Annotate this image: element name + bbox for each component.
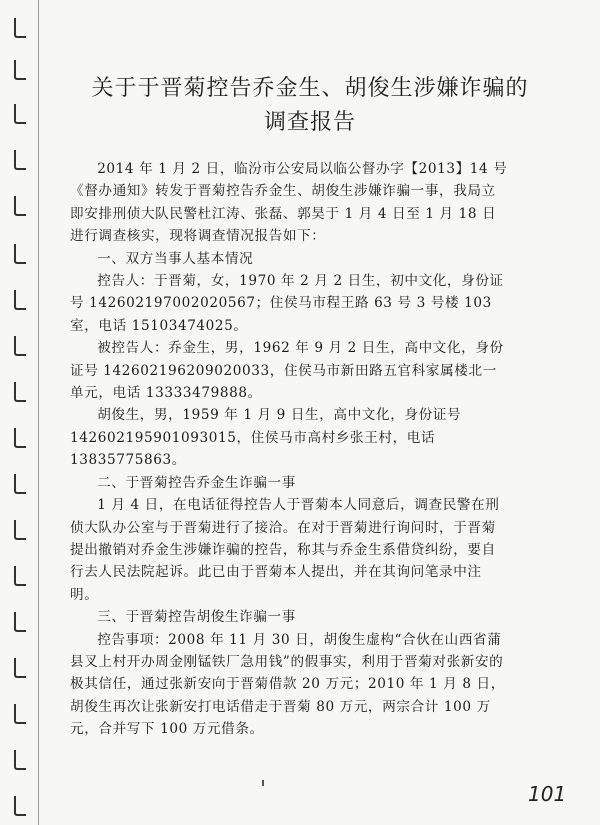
title-line-2: 调查报告 [263, 110, 356, 135]
defendant-2-paragraph: 胡俊生，男，1959 年 1 月 9 日生，高中文化，身份证号 142602195901093015，住侯马市高村乡张王村，电话 13835775863。 [70, 407, 462, 469]
binding-hole-mark [14, 60, 26, 80]
binding-hole-mark [14, 244, 26, 264]
document-title [60, 72, 560, 140]
binding-hole-mark [14, 196, 26, 216]
section-2-body: 1 月 4 日，在电话征得控告人于晋菊本人同意后，调查民警在刑侦大队办公室与于晋菊进行了接洽。在对于晋菊进行询问时，于晋菊提出撤销对乔金生涉嫌诈骗的控告，称其与乔金生系借贷纠纷，要自行去人民法院起诉。此已由于晋菊本人提出，并在其询问笔录中注明。 [70, 497, 500, 603]
binding-hole-mark [14, 658, 26, 678]
handwritten-page-number: 101 [528, 782, 567, 806]
section-2-heading: 二、于晋菊控告乔金生诈骗一事 [97, 474, 296, 491]
binding-hole-mark [14, 150, 26, 170]
defendant-1-paragraph: 被控告人：乔金生，男，1962 年 9 月 2 日生，高中文化，身份证号 142602196209020033，住侯马市新田路五官科家属楼北一单元，电话 13333479888。 [70, 340, 504, 402]
binding-hole-mark [14, 566, 26, 586]
binding-hole-mark [14, 474, 26, 494]
section-3-heading: 三、于晋菊控告胡俊生诈骗一事 [97, 609, 296, 626]
complainant-paragraph: 控告人：于晋菊，女，1970 年 2 月 2 日生，初中文化，身份证号 142602197002020567；住侯马市程王路 63 号 3 号楼 103 室，电话 15103474025。 [70, 273, 504, 334]
section-1-heading: 一、双方当事人基本情况 [97, 250, 254, 267]
page-dot [262, 780, 264, 786]
binding-margin [0, 0, 42, 825]
intro-paragraph: 2014 年 1 月 2 日，临汾市公安局以临公督办字【2013】14 号《督办通知》转发于晋菊控告乔金生、胡俊生涉嫌诈骗一事，我局立即安排刑侦大队民警杜江涛、张磊、郭昊于 1 月 4 日至 1 月 18 日进行调查核实，现将调查情况报告如下： [70, 161, 508, 245]
binding-hole-mark [14, 18, 26, 38]
document-body [70, 158, 508, 741]
binding-hole-mark [14, 104, 26, 124]
binding-hole-mark [14, 520, 26, 540]
binding-hole-mark [14, 612, 26, 632]
binding-hole-mark [14, 382, 26, 402]
title-line-1: 关于于晋菊控告乔金生、胡俊生涉嫌诈骗的 [91, 76, 529, 101]
binding-edge-line [38, 0, 39, 825]
binding-hole-mark [14, 750, 26, 770]
section-3-body: 控告事项：2008 年 11 月 30 日，胡俊生虚构“合伙在山西省蒲县叉上村开办周金刚锰铁厂急用钱”的假事实，利用于晋菊对张新安的极其信任，通过张新安向于晋菊借款 20 万元；2010 年 1 月 8 日，胡俊生再次让张新安打电话借走于晋菊 80 万元，两宗合计 100 万元，合并写下 100 万元借条。 [70, 631, 505, 738]
binding-hole-mark [14, 336, 26, 356]
binding-hole-mark [14, 290, 26, 310]
binding-hole-mark [14, 704, 26, 724]
binding-hole-mark [14, 796, 26, 816]
binding-hole-mark [14, 428, 26, 448]
